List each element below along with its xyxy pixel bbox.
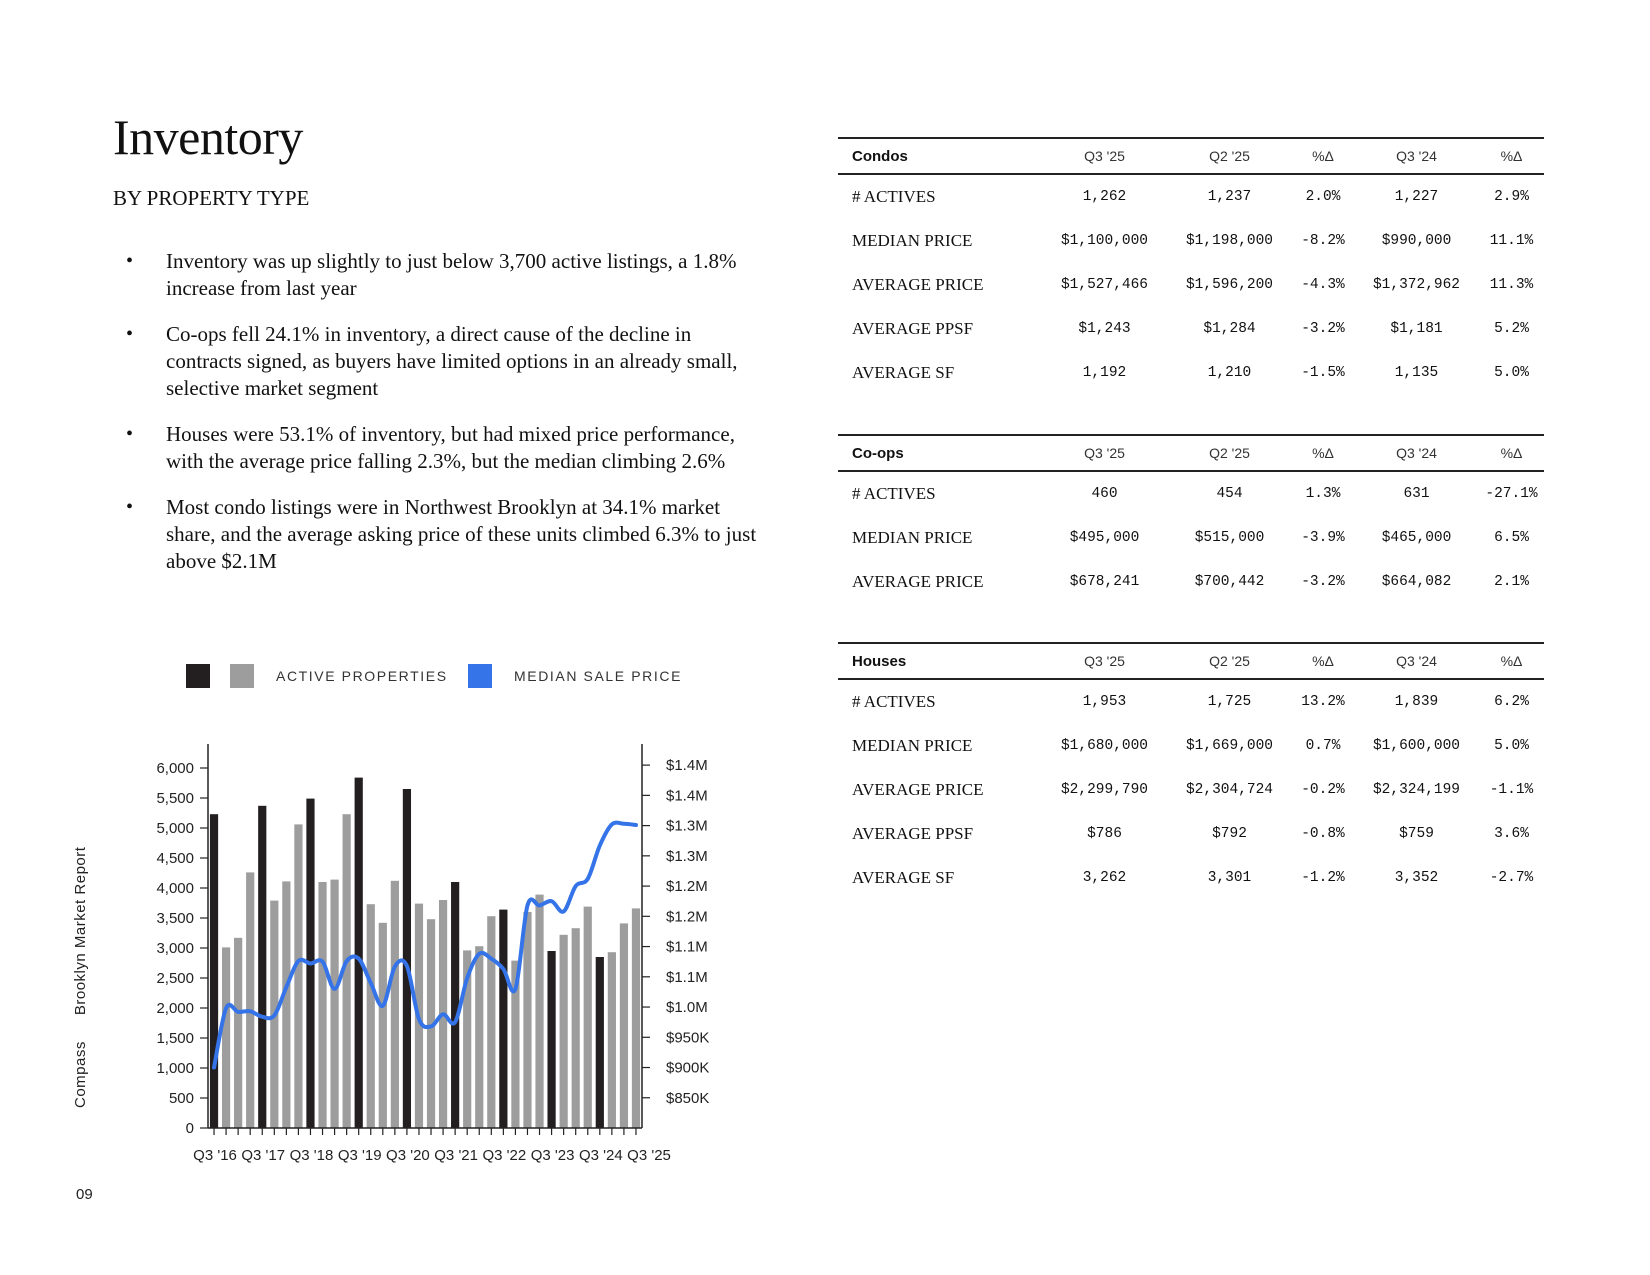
table-row <box>838 351 1544 395</box>
table-cell: -0.8% <box>1301 826 1345 842</box>
row-label: AVERAGE SF <box>852 868 955 887</box>
bar <box>632 908 640 1128</box>
bar <box>391 881 399 1128</box>
row-label: AVERAGE PRICE <box>852 572 984 591</box>
x-tick-label: Q3 '21 <box>434 1147 479 1164</box>
left-tick-label: 1,000 <box>156 1060 194 1077</box>
bar <box>234 938 242 1128</box>
table-cell: 2.1% <box>1494 574 1529 590</box>
table-cell: 0.7% <box>1305 738 1341 754</box>
right-tick-label: $1.4M <box>666 787 708 805</box>
left-tick-label: 2,000 <box>156 1000 194 1017</box>
column-header: Q2 '25 <box>1167 138 1292 174</box>
table-row <box>838 560 1544 604</box>
row-label: MEDIAN PRICE <box>852 231 973 250</box>
table-cell: -3.2% <box>1301 321 1345 337</box>
bar <box>403 789 411 1128</box>
table-cell: 2.0% <box>1305 189 1341 205</box>
right-tick-label: $1.2M <box>666 908 708 926</box>
left-tick-label: 5,500 <box>156 790 194 807</box>
left-tick-label: 500 <box>168 1090 194 1107</box>
bullet-item: • Houses were 53.1% of inventory, but had mixed price performance, with the average price falling 2.3%, but the median climbing 2.6% <box>118 421 758 475</box>
table-cell: 3,262 <box>1082 870 1127 886</box>
bar <box>355 778 363 1128</box>
right-tick-label: $900K <box>666 1059 710 1077</box>
table-cell: $1,372,962 <box>1372 277 1460 293</box>
row-label: AVERAGE PRICE <box>852 780 984 799</box>
bar <box>608 952 616 1128</box>
table-cell: 11.3% <box>1489 277 1534 293</box>
bar <box>547 951 555 1128</box>
table-cell: -8.2% <box>1301 233 1345 249</box>
table-header-row <box>838 435 1544 471</box>
table-cell: $1,243 <box>1078 321 1131 337</box>
left-axis-ticks <box>156 760 208 1137</box>
table-cell: 5.0% <box>1494 738 1529 754</box>
table-cell: -0.2% <box>1301 782 1345 798</box>
table-cell: -4.3% <box>1301 277 1345 293</box>
bar-series <box>210 778 640 1128</box>
table-cell: -1.2% <box>1301 870 1345 886</box>
row-label: # ACTIVES <box>852 187 936 206</box>
table-cell: $1,100,000 <box>1060 233 1148 249</box>
x-tick-label: Q3 '19 <box>337 1147 382 1164</box>
bullet-item: • Inventory was up slightly to just below 3,700 active listings, a 1.8% increase from last year <box>118 248 758 302</box>
bar <box>282 881 290 1128</box>
table-cell: -3.9% <box>1301 530 1345 546</box>
bullet-item: • Most condo listings were in Northwest Brooklyn at 34.1% market share, and the average asking price of these units climbed 6.3% to just above $2.1M <box>118 494 758 575</box>
column-header: Q3 '25 <box>1042 435 1167 471</box>
table-cell: $678,241 <box>1069 574 1140 590</box>
table-cell: -27.1% <box>1485 486 1538 502</box>
table-header-row <box>838 643 1544 679</box>
table-cell: 2.9% <box>1494 189 1529 205</box>
bar <box>475 946 483 1128</box>
table-cell: 460 <box>1091 486 1118 502</box>
brand-label: Compass <box>72 1041 89 1108</box>
table-cell: -3.2% <box>1301 574 1345 590</box>
table-cell: 1,192 <box>1082 365 1127 381</box>
page-title: Inventory <box>113 109 303 165</box>
right-tick-label: $1.1M <box>666 938 708 956</box>
bar <box>560 935 568 1128</box>
table-row <box>838 471 1544 516</box>
table-header-row <box>838 138 1544 174</box>
bar <box>367 904 375 1128</box>
table-cell: $1,181 <box>1390 321 1443 337</box>
table-cell: 454 <box>1216 486 1243 502</box>
table-cell: -2.7% <box>1489 870 1534 886</box>
bar <box>210 814 218 1128</box>
table-row <box>838 812 1544 856</box>
table-cell: 1,262 <box>1082 189 1127 205</box>
row-label: # ACTIVES <box>852 484 936 503</box>
table-cell: $786 <box>1087 826 1122 842</box>
left-tick-label: 2,500 <box>156 970 194 987</box>
column-header: %Δ <box>1292 138 1354 174</box>
right-tick-label: $1.0M <box>666 999 708 1017</box>
right-tick-label: $1.3M <box>666 847 708 865</box>
page-subtitle: BY PROPERTY TYPE <box>113 186 310 210</box>
row-label: AVERAGE SF <box>852 363 955 382</box>
table-row <box>838 174 1544 219</box>
x-tick-label: Q3 '24 <box>578 1147 623 1164</box>
table-cell: $700,442 <box>1194 574 1265 590</box>
table-cell: 1,227 <box>1394 189 1439 205</box>
column-header: Q3 '25 <box>1042 643 1167 679</box>
row-label: AVERAGE PPSF <box>852 319 974 338</box>
table-row <box>838 856 1544 900</box>
table-cell: 6.5% <box>1494 530 1529 546</box>
table-cell: 631 <box>1403 486 1430 502</box>
column-header: %Δ <box>1479 138 1544 174</box>
column-header: %Δ <box>1292 435 1354 471</box>
table-cell: -1.5% <box>1301 365 1345 381</box>
table-cell: $1,527,466 <box>1060 277 1148 293</box>
table-cell: 1,135 <box>1394 365 1439 381</box>
report-label: Brooklyn Market Report <box>72 846 89 1016</box>
left-tick-label: 0 <box>185 1120 194 1137</box>
right-tick-label: $950K <box>666 1029 710 1047</box>
table-cell: 1,725 <box>1207 694 1252 710</box>
x-tick-label: Q3 '18 <box>289 1147 334 1164</box>
right-tick-label: $1.2M <box>666 878 708 896</box>
table-cell: -1.1% <box>1489 782 1534 798</box>
x-tick-label: Q3 '17 <box>241 1147 286 1164</box>
row-label: AVERAGE PPSF <box>852 824 974 843</box>
table-cell: $664,082 <box>1381 574 1452 590</box>
x-tick-label: Q3 '22 <box>482 1147 527 1164</box>
left-tick-label: 1,500 <box>156 1030 194 1047</box>
column-header: %Δ <box>1479 643 1544 679</box>
bullet-list <box>118 248 758 594</box>
table-cell: $2,299,790 <box>1060 782 1148 798</box>
table-cell: 5.0% <box>1494 365 1529 381</box>
table-cell: 5.2% <box>1494 321 1529 337</box>
left-tick-label: 5,000 <box>156 820 194 837</box>
bar <box>246 872 254 1128</box>
left-tick-label: 4,000 <box>156 880 194 897</box>
right-axis-ticks <box>642 757 709 1107</box>
x-tick-label: Q3 '16 <box>193 1147 237 1164</box>
table-row <box>838 307 1544 351</box>
table-cell: 1,953 <box>1082 694 1127 710</box>
x-axis-ticks <box>193 1128 671 1164</box>
x-tick-label: Q3 '20 <box>386 1147 430 1164</box>
table-row <box>838 768 1544 812</box>
column-header: Q3 '24 <box>1354 643 1479 679</box>
right-tick-label: $1.1M <box>666 968 708 986</box>
column-header: Q2 '25 <box>1167 643 1292 679</box>
table-cell: 3,301 <box>1207 870 1252 886</box>
table-cell: $1,596,200 <box>1185 277 1273 293</box>
inventory-chart <box>120 740 770 1170</box>
bar <box>499 910 507 1128</box>
bar <box>379 923 387 1128</box>
legend-swatch-median <box>468 664 492 688</box>
table-title: Houses <box>838 643 1042 679</box>
column-header: %Δ <box>1479 435 1544 471</box>
x-tick-label: Q3 '23 <box>530 1147 575 1164</box>
legend-label-active: ACTIVE PROPERTIES <box>276 668 448 684</box>
table-row <box>838 219 1544 263</box>
bar <box>330 880 338 1128</box>
table-cell: $2,304,724 <box>1185 782 1273 798</box>
column-header: Q2 '25 <box>1167 435 1292 471</box>
bar <box>596 957 604 1128</box>
coops-table <box>838 434 1544 604</box>
table-cell: 6.2% <box>1494 694 1529 710</box>
table-cell: $792 <box>1212 826 1247 842</box>
table-cell: $1,669,000 <box>1185 738 1273 754</box>
table-row <box>838 516 1544 560</box>
table-cell: $2,324,199 <box>1372 782 1460 798</box>
left-tick-label: 4,500 <box>156 850 194 867</box>
right-tick-label: $1.3M <box>666 817 708 835</box>
column-header: %Δ <box>1292 643 1354 679</box>
left-tick-label: 3,000 <box>156 940 194 957</box>
table-row <box>838 263 1544 307</box>
legend-swatch-active <box>230 664 254 688</box>
column-header: Q3 '24 <box>1354 138 1479 174</box>
row-label: MEDIAN PRICE <box>852 736 973 755</box>
x-tick-label: Q3 '25 <box>627 1147 671 1164</box>
table-cell: 13.2% <box>1301 694 1345 710</box>
bar <box>535 895 543 1128</box>
bar <box>620 923 628 1128</box>
right-tick-label: $850K <box>666 1089 710 1107</box>
bar <box>258 806 266 1128</box>
bar <box>572 928 580 1128</box>
left-tick-label: 6,000 <box>156 760 194 777</box>
table-row <box>838 724 1544 768</box>
table-cell: $1,198,000 <box>1185 233 1273 249</box>
table-cell: 1,210 <box>1207 365 1252 381</box>
table-cell: 1,839 <box>1394 694 1439 710</box>
condos-table <box>838 137 1544 395</box>
row-label: MEDIAN PRICE <box>852 528 973 547</box>
table-cell: 1.3% <box>1305 486 1341 502</box>
legend-swatch-q3 <box>186 664 210 688</box>
column-header: Q3 '25 <box>1042 138 1167 174</box>
table-title: Co-ops <box>838 435 1042 471</box>
side-label <box>72 808 89 1108</box>
table-cell: $759 <box>1399 826 1434 842</box>
table-cell: $1,680,000 <box>1060 738 1148 754</box>
table-cell: $1,284 <box>1203 321 1256 337</box>
legend-label-median: MEDIAN SALE PRICE <box>514 668 683 684</box>
table-cell: $465,000 <box>1381 530 1452 546</box>
left-tick-label: 3,500 <box>156 910 194 927</box>
bar <box>294 824 302 1128</box>
bullet-item: • Co-ops fell 24.1% in inventory, a direct cause of the decline in contracts signed, as buyers have limited options in an already small, selective market segment <box>118 321 758 402</box>
bar <box>222 947 230 1128</box>
page-number: 09 <box>76 1186 93 1203</box>
row-label: AVERAGE PRICE <box>852 275 984 294</box>
table-cell: 1,237 <box>1207 189 1252 205</box>
table-cell: $515,000 <box>1194 530 1265 546</box>
bar <box>584 907 592 1128</box>
bar <box>523 912 531 1128</box>
table-cell: 11.1% <box>1489 233 1534 249</box>
houses-table <box>838 642 1544 900</box>
table-title: Condos <box>838 138 1042 174</box>
bar <box>487 916 495 1128</box>
table-cell: $1,600,000 <box>1372 738 1460 754</box>
table-row <box>838 679 1544 724</box>
row-label: # ACTIVES <box>852 692 936 711</box>
bar <box>451 882 459 1128</box>
table-cell: 3.6% <box>1494 826 1529 842</box>
bar <box>318 882 326 1128</box>
column-header: Q3 '24 <box>1354 435 1479 471</box>
table-cell: $495,000 <box>1069 530 1140 546</box>
table-cell: 3,352 <box>1394 870 1439 886</box>
right-tick-label: $1.4M <box>666 757 708 775</box>
table-cell: $990,000 <box>1381 233 1452 249</box>
